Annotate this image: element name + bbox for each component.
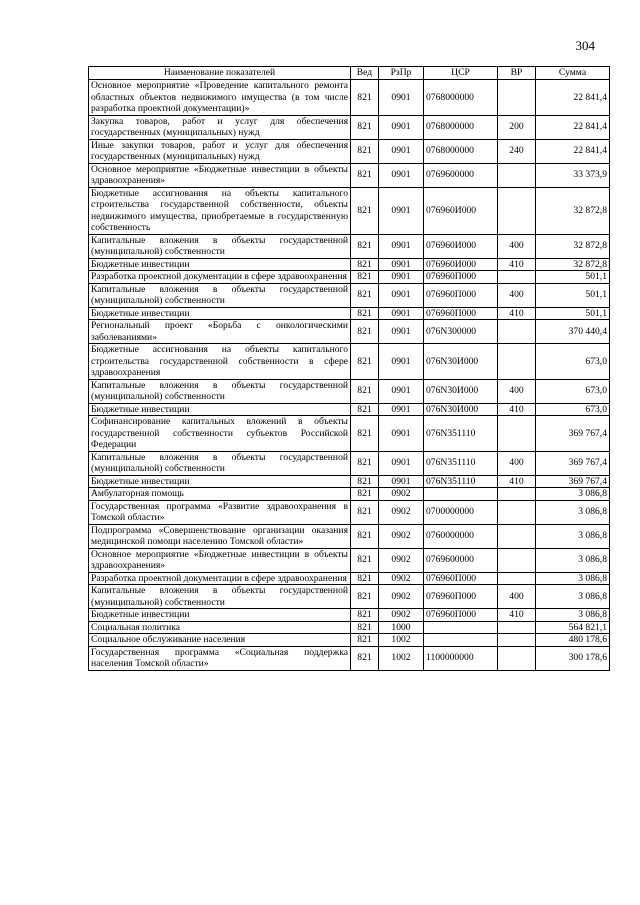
cell-ved: 821 [351,646,379,670]
cell-ved: 821 [351,416,379,452]
cell-rzpr: 0901 [379,115,424,139]
cell-rzpr: 0901 [379,307,424,320]
cell-sum: 673,0 [536,403,610,416]
cell-sum: 22 841,4 [536,115,610,139]
cell-name: Бюджетные инвестиции [89,609,351,622]
cell-ved: 821 [351,572,379,585]
cell-rzpr: 0901 [379,163,424,187]
cell-ved: 821 [351,307,379,320]
cell-name: Капитальные вложения в объекты государственной (муниципальной) собственности [89,585,351,609]
cell-rzpr: 0902 [379,609,424,622]
table-row [89,80,610,116]
table-row [89,271,610,284]
cell-vr [498,163,536,187]
table-row [89,548,610,572]
cell-rzpr: 1002 [379,634,424,647]
cell-csr: 076N30И000 [424,403,498,416]
cell-sum: 501,1 [536,307,610,320]
cell-rzpr: 0902 [379,585,424,609]
cell-sum: 22 841,4 [536,139,610,163]
cell-ved: 821 [351,451,379,475]
table-row [89,634,610,647]
cell-vr: 410 [498,307,536,320]
cell-rzpr: 0901 [379,320,424,344]
table-row [89,416,610,452]
table-row [89,163,610,187]
budget-table [88,66,610,671]
cell-ved: 821 [351,139,379,163]
cell-sum: 369 767,4 [536,475,610,488]
cell-name: Амбулаторная помощь [89,488,351,501]
cell-csr: 0768000000 [424,80,498,116]
cell-rzpr: 0902 [379,548,424,572]
cell-sum: 33 373,9 [536,163,610,187]
cell-sum: 3 086,8 [536,572,610,585]
cell-rzpr: 0902 [379,524,424,548]
cell-csr: 076N351110 [424,475,498,488]
cell-rzpr: 0902 [379,500,424,524]
table-row [89,488,610,501]
cell-name: Закупка товаров, работ и услуг для обеспечения государственных (муниципальных) нужд [89,115,351,139]
cell-name: Социальное обслуживание населения [89,634,351,647]
cell-ved: 821 [351,609,379,622]
page-number: 304 [575,38,595,53]
cell-rzpr: 0901 [379,234,424,258]
cell-vr [498,500,536,524]
table-row [89,524,610,548]
cell-ved: 821 [351,585,379,609]
cell-vr: 410 [498,258,536,271]
cell-vr [498,344,536,380]
cell-ved: 821 [351,403,379,416]
cell-vr [498,187,536,234]
cell-ved: 821 [351,271,379,284]
table-row [89,585,610,609]
cell-csr: 076N351110 [424,451,498,475]
cell-vr: 400 [498,234,536,258]
cell-csr: 076960П000 [424,283,498,307]
cell-vr [498,646,536,670]
cell-name: Софинансирование капитальных вложений в объекты государственной собственности субъектов Российской Федерации [89,416,351,452]
table-row [89,307,610,320]
cell-vr [498,488,536,501]
cell-rzpr: 0901 [379,416,424,452]
cell-csr: 076960П000 [424,572,498,585]
cell-csr: 076960П000 [424,585,498,609]
table-row [89,379,610,403]
table-row [89,258,610,271]
cell-name: Региональный проект «Борьба с онкологическими заболеваниями» [89,320,351,344]
cell-rzpr: 0901 [379,271,424,284]
table-row [89,646,610,670]
cell-rzpr: 0901 [379,258,424,271]
cell-rzpr: 0901 [379,344,424,380]
cell-ved: 821 [351,379,379,403]
cell-vr: 400 [498,585,536,609]
cell-ved: 821 [351,234,379,258]
table-row [89,403,610,416]
cell-vr: 200 [498,115,536,139]
cell-csr: 0769600000 [424,548,498,572]
cell-rzpr: 1002 [379,646,424,670]
cell-vr: 240 [498,139,536,163]
cell-vr [498,271,536,284]
cell-vr [498,524,536,548]
cell-sum: 501,1 [536,271,610,284]
header-rzpr: РзПр [379,67,424,80]
cell-csr: 0769600000 [424,163,498,187]
cell-vr [498,80,536,116]
cell-rzpr: 0901 [379,379,424,403]
table-row [89,187,610,234]
cell-ved: 821 [351,344,379,380]
table-row [89,451,610,475]
table-row [89,609,610,622]
cell-csr: 0768000000 [424,139,498,163]
cell-rzpr: 0901 [379,139,424,163]
cell-ved: 821 [351,283,379,307]
cell-sum: 32 872,8 [536,234,610,258]
cell-vr: 410 [498,403,536,416]
cell-sum: 3 086,8 [536,524,610,548]
cell-vr: 400 [498,379,536,403]
header-sum: Сумма [536,67,610,80]
cell-ved: 821 [351,621,379,634]
table-row [89,234,610,258]
cell-vr [498,634,536,647]
cell-csr: 076N351110 [424,416,498,452]
cell-rzpr: 0901 [379,283,424,307]
table-row [89,500,610,524]
cell-csr [424,621,498,634]
header-csr: ЦСР [424,67,498,80]
cell-ved: 821 [351,80,379,116]
cell-sum: 22 841,4 [536,80,610,116]
cell-name: Основное мероприятие «Бюджетные инвестиции в объекты здравоохранения» [89,548,351,572]
cell-csr: 076960И000 [424,187,498,234]
cell-vr [498,548,536,572]
cell-name: Бюджетные инвестиции [89,307,351,320]
cell-csr: 076960П000 [424,609,498,622]
cell-sum: 3 086,8 [536,609,610,622]
cell-name: Разработка проектной документации в сфере здравоохранения [89,572,351,585]
cell-rzpr: 0902 [379,572,424,585]
cell-sum: 673,0 [536,379,610,403]
cell-vr [498,416,536,452]
cell-name: Капитальные вложения в объекты государственной (муниципальной) собственности [89,379,351,403]
cell-ved: 821 [351,163,379,187]
cell-rzpr: 0901 [379,451,424,475]
table-row [89,115,610,139]
cell-name: Бюджетные ассигнования на объекты капитального строительства государственной собственности, объекты недвижимого имущества, приобретаемые в государственную собственность [89,187,351,234]
cell-csr: 076960И000 [424,234,498,258]
cell-csr: 0768000000 [424,115,498,139]
cell-csr: 076960П000 [424,271,498,284]
cell-csr: 076960И000 [424,258,498,271]
cell-sum: 300 178,6 [536,646,610,670]
cell-ved: 821 [351,488,379,501]
cell-ved: 821 [351,634,379,647]
cell-ved: 821 [351,320,379,344]
cell-rzpr: 1000 [379,621,424,634]
cell-name: Разработка проектной документации в сфере здравоохранения [89,271,351,284]
cell-vr [498,621,536,634]
table-row [89,320,610,344]
cell-csr: 1100000000 [424,646,498,670]
cell-sum: 3 086,8 [536,548,610,572]
cell-name: Государственная программа «Развитие здравоохранения в Томской области» [89,500,351,524]
cell-ved: 821 [351,187,379,234]
cell-csr: 076N300000 [424,320,498,344]
cell-ved: 821 [351,548,379,572]
cell-rzpr: 0901 [379,80,424,116]
cell-vr: 410 [498,475,536,488]
cell-sum: 673,0 [536,344,610,380]
cell-name: Бюджетные инвестиции [89,475,351,488]
cell-name: Государственная программа «Социальная поддержка населения Томской области» [89,646,351,670]
cell-vr: 400 [498,283,536,307]
cell-sum: 3 086,8 [536,488,610,501]
cell-ved: 821 [351,475,379,488]
cell-csr: 076N30И000 [424,379,498,403]
cell-name: Подпрограмма «Совершенствование организации оказания медицинской помощи населению Томской области» [89,524,351,548]
cell-ved: 821 [351,115,379,139]
cell-sum: 501,1 [536,283,610,307]
cell-sum: 3 086,8 [536,585,610,609]
table-row [89,344,610,380]
cell-name: Социальная политика [89,621,351,634]
cell-name: Капитальные вложения в объекты государственной (муниципальной) собственности [89,283,351,307]
cell-csr: 076960П000 [424,307,498,320]
cell-sum: 480 178,6 [536,634,610,647]
cell-rzpr: 0901 [379,403,424,416]
cell-ved: 821 [351,258,379,271]
cell-sum: 369 767,4 [536,416,610,452]
cell-csr: 076N30И000 [424,344,498,380]
table-row [89,572,610,585]
header-name: Наименование показателей [89,67,351,80]
cell-name: Бюджетные ассигнования на объекты капитального строительства государственной собственности в сфере здравоохранения [89,344,351,380]
cell-vr [498,320,536,344]
cell-csr [424,488,498,501]
cell-csr: 0760000000 [424,524,498,548]
cell-vr [498,572,536,585]
header-ved: Вед [351,67,379,80]
cell-sum: 32 872,8 [536,187,610,234]
cell-rzpr: 0902 [379,488,424,501]
header-vr: ВР [498,67,536,80]
cell-csr [424,634,498,647]
table-row [89,475,610,488]
cell-sum: 369 767,4 [536,451,610,475]
cell-ved: 821 [351,524,379,548]
cell-sum: 564 821,1 [536,621,610,634]
cell-rzpr: 0901 [379,475,424,488]
table-row [89,283,610,307]
cell-name: Основное мероприятие «Бюджетные инвестиции в объекты здравоохранения» [89,163,351,187]
cell-ved: 821 [351,500,379,524]
cell-name: Бюджетные инвестиции [89,403,351,416]
cell-vr: 410 [498,609,536,622]
cell-csr: 0700000000 [424,500,498,524]
cell-name: Бюджетные инвестиции [89,258,351,271]
cell-name: Капитальные вложения в объекты государственной (муниципальной) собственности [89,234,351,258]
cell-sum: 32 872,8 [536,258,610,271]
cell-vr: 400 [498,451,536,475]
cell-sum: 3 086,8 [536,500,610,524]
cell-name: Капитальные вложения в объекты государственной (муниципальной) собственности [89,451,351,475]
table-row [89,139,610,163]
table-header-row [89,67,610,80]
table-row [89,621,610,634]
cell-rzpr: 0901 [379,187,424,234]
cell-name: Иные закупки товаров, работ и услуг для обеспечения государственных (муниципальных) нужд [89,139,351,163]
cell-sum: 370 440,4 [536,320,610,344]
cell-name: Основное мероприятие «Проведение капитального ремонта областных объектов недвижимого имущества (в том числе разработка проектной документации)» [89,80,351,116]
